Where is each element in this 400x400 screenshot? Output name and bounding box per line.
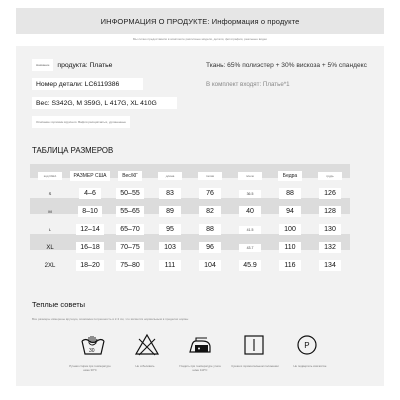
size-table-cell: 43.7 (239, 244, 261, 252)
size-table-cell: 18–20 (76, 260, 103, 271)
size-table-cell: 82 (199, 206, 221, 217)
size-table-cell: 76 (199, 188, 221, 199)
size-table-title: ТАБЛИЦА РАЗМЕРОВ (32, 146, 114, 155)
tips-title: Теплые советы (32, 300, 86, 309)
iron-low-icon (187, 333, 213, 357)
caption-dry-flat: Сушка в горизонтальном положении (231, 364, 279, 368)
size-table-header-cell: РАЗМЕР США (70, 171, 109, 181)
caption-dry-clean: Не подвергать химчистке (293, 364, 327, 368)
size-table-cell: 55–65 (116, 206, 143, 217)
size-label: S (48, 191, 52, 196)
size-table-cell: 132 (319, 242, 341, 253)
size-table-row (30, 182, 350, 200)
size-table-cell: 126 (319, 188, 341, 199)
product-info-header (16, 8, 384, 34)
size-table-row (30, 200, 350, 218)
size-table-header-cell: талия (198, 172, 222, 180)
product-name: продукта: Платье (57, 61, 113, 69)
size-table-cell: 50–55 (116, 188, 143, 199)
no-bleach-icon (134, 333, 160, 357)
size-table-cell: 110 (279, 242, 301, 253)
size-table-cell: 36.5 (239, 190, 261, 198)
size-table-header-cell: Бедра (278, 171, 302, 181)
size-table-header-cell: плечо (238, 172, 262, 180)
weight-row (32, 97, 177, 109)
size-table-cell: 70–75 (116, 242, 143, 253)
size-table-row (30, 236, 350, 254)
included-items: В комплект входят: Платье*1 (206, 80, 290, 88)
product-small-label: Название (32, 59, 53, 71)
size-table-cell: 41.5 (239, 226, 261, 234)
size-table-cell: 12–14 (76, 224, 103, 235)
size-table-cell: 96 (199, 242, 221, 253)
size-table-cell: 65–70 (116, 224, 143, 235)
hand-wash-icon (80, 333, 106, 357)
size-table-cell: 88 (199, 224, 221, 235)
size-table-cell: 4–6 (79, 188, 101, 199)
description-text: Описание горловин вруичего: Вафля расщипчатых, удлиненные (32, 116, 130, 128)
size-table-header-cell: код США (38, 172, 62, 180)
care-icons (80, 333, 320, 357)
no-dry-clean-icon (294, 333, 320, 357)
size-table-cell: 95 (159, 224, 181, 235)
svg-text:P: P (304, 341, 310, 351)
fabric-composition: Ткань: 65% полиэстер + 30% вискоза + 5% спандекс (206, 61, 367, 69)
size-table-cell: 130 (319, 224, 341, 235)
weight-values: Вес: S342G, M 359G, L 417G, XL 410G (32, 97, 177, 109)
size-table-cell: 83 (159, 188, 181, 199)
header-title: ИНФОРМАЦИЯ О ПРОДУКТЕ: Информация о продукте (100, 16, 300, 26)
caption-hand-wash: Ручная стирка при температуре ниже 30°С (69, 364, 111, 372)
size-table-cell: 128 (319, 206, 341, 217)
size-label: M (48, 209, 52, 214)
size-table-header-cell: грудь (318, 172, 342, 180)
size-table-cell: 89 (159, 206, 181, 217)
size-table-row (30, 254, 350, 272)
size-label: 2XL (44, 263, 56, 269)
size-table-cell: 111 (159, 260, 181, 271)
size-table-cell: 116 (279, 260, 301, 271)
included-row (206, 78, 290, 90)
caption-no-bleach: Не отбеливать (135, 364, 155, 368)
size-table-header-row (30, 164, 350, 182)
fabric-row (206, 59, 367, 71)
size-label: L (48, 227, 52, 232)
caption-iron: Гладить при температуре утюга ниже 110°С (179, 364, 221, 372)
care-captions (66, 364, 334, 372)
size-table-cell: 75–80 (116, 260, 143, 271)
size-table-cell: 94 (279, 206, 301, 217)
size-table (30, 164, 350, 272)
header-note: Мы лично предоставили в комплекте различные модели, детали, фотографии, реальные видео (132, 37, 268, 41)
size-label: XL (46, 245, 54, 251)
tips-note: Все размеры измерены вручную, возможна погрешность в 2-3 см, что является нормальным в пределах нормы (32, 317, 189, 321)
size-table-cell: 40 (239, 206, 261, 217)
product-name-row (32, 59, 112, 71)
size-table-cell: 103 (159, 242, 181, 253)
size-table-cell: 16–18 (76, 242, 103, 253)
svg-text:30: 30 (89, 348, 95, 354)
size-table-cell: 45.9 (239, 260, 261, 271)
part-number: Номер детали: LC6119386 (32, 78, 143, 90)
size-table-cell: 134 (319, 260, 341, 271)
size-table-row (30, 218, 350, 236)
size-table-cell: 88 (279, 188, 301, 199)
dry-flat-icon (241, 333, 267, 357)
size-table-cell: 100 (279, 224, 301, 235)
size-table-header-cell: Вес/КГ (118, 171, 142, 181)
size-table-header-cell: длина (158, 172, 182, 180)
size-table-cell: 8–10 (78, 206, 102, 217)
size-table-cell: 104 (199, 260, 221, 271)
description-row (32, 116, 130, 128)
part-number-row (32, 78, 143, 90)
